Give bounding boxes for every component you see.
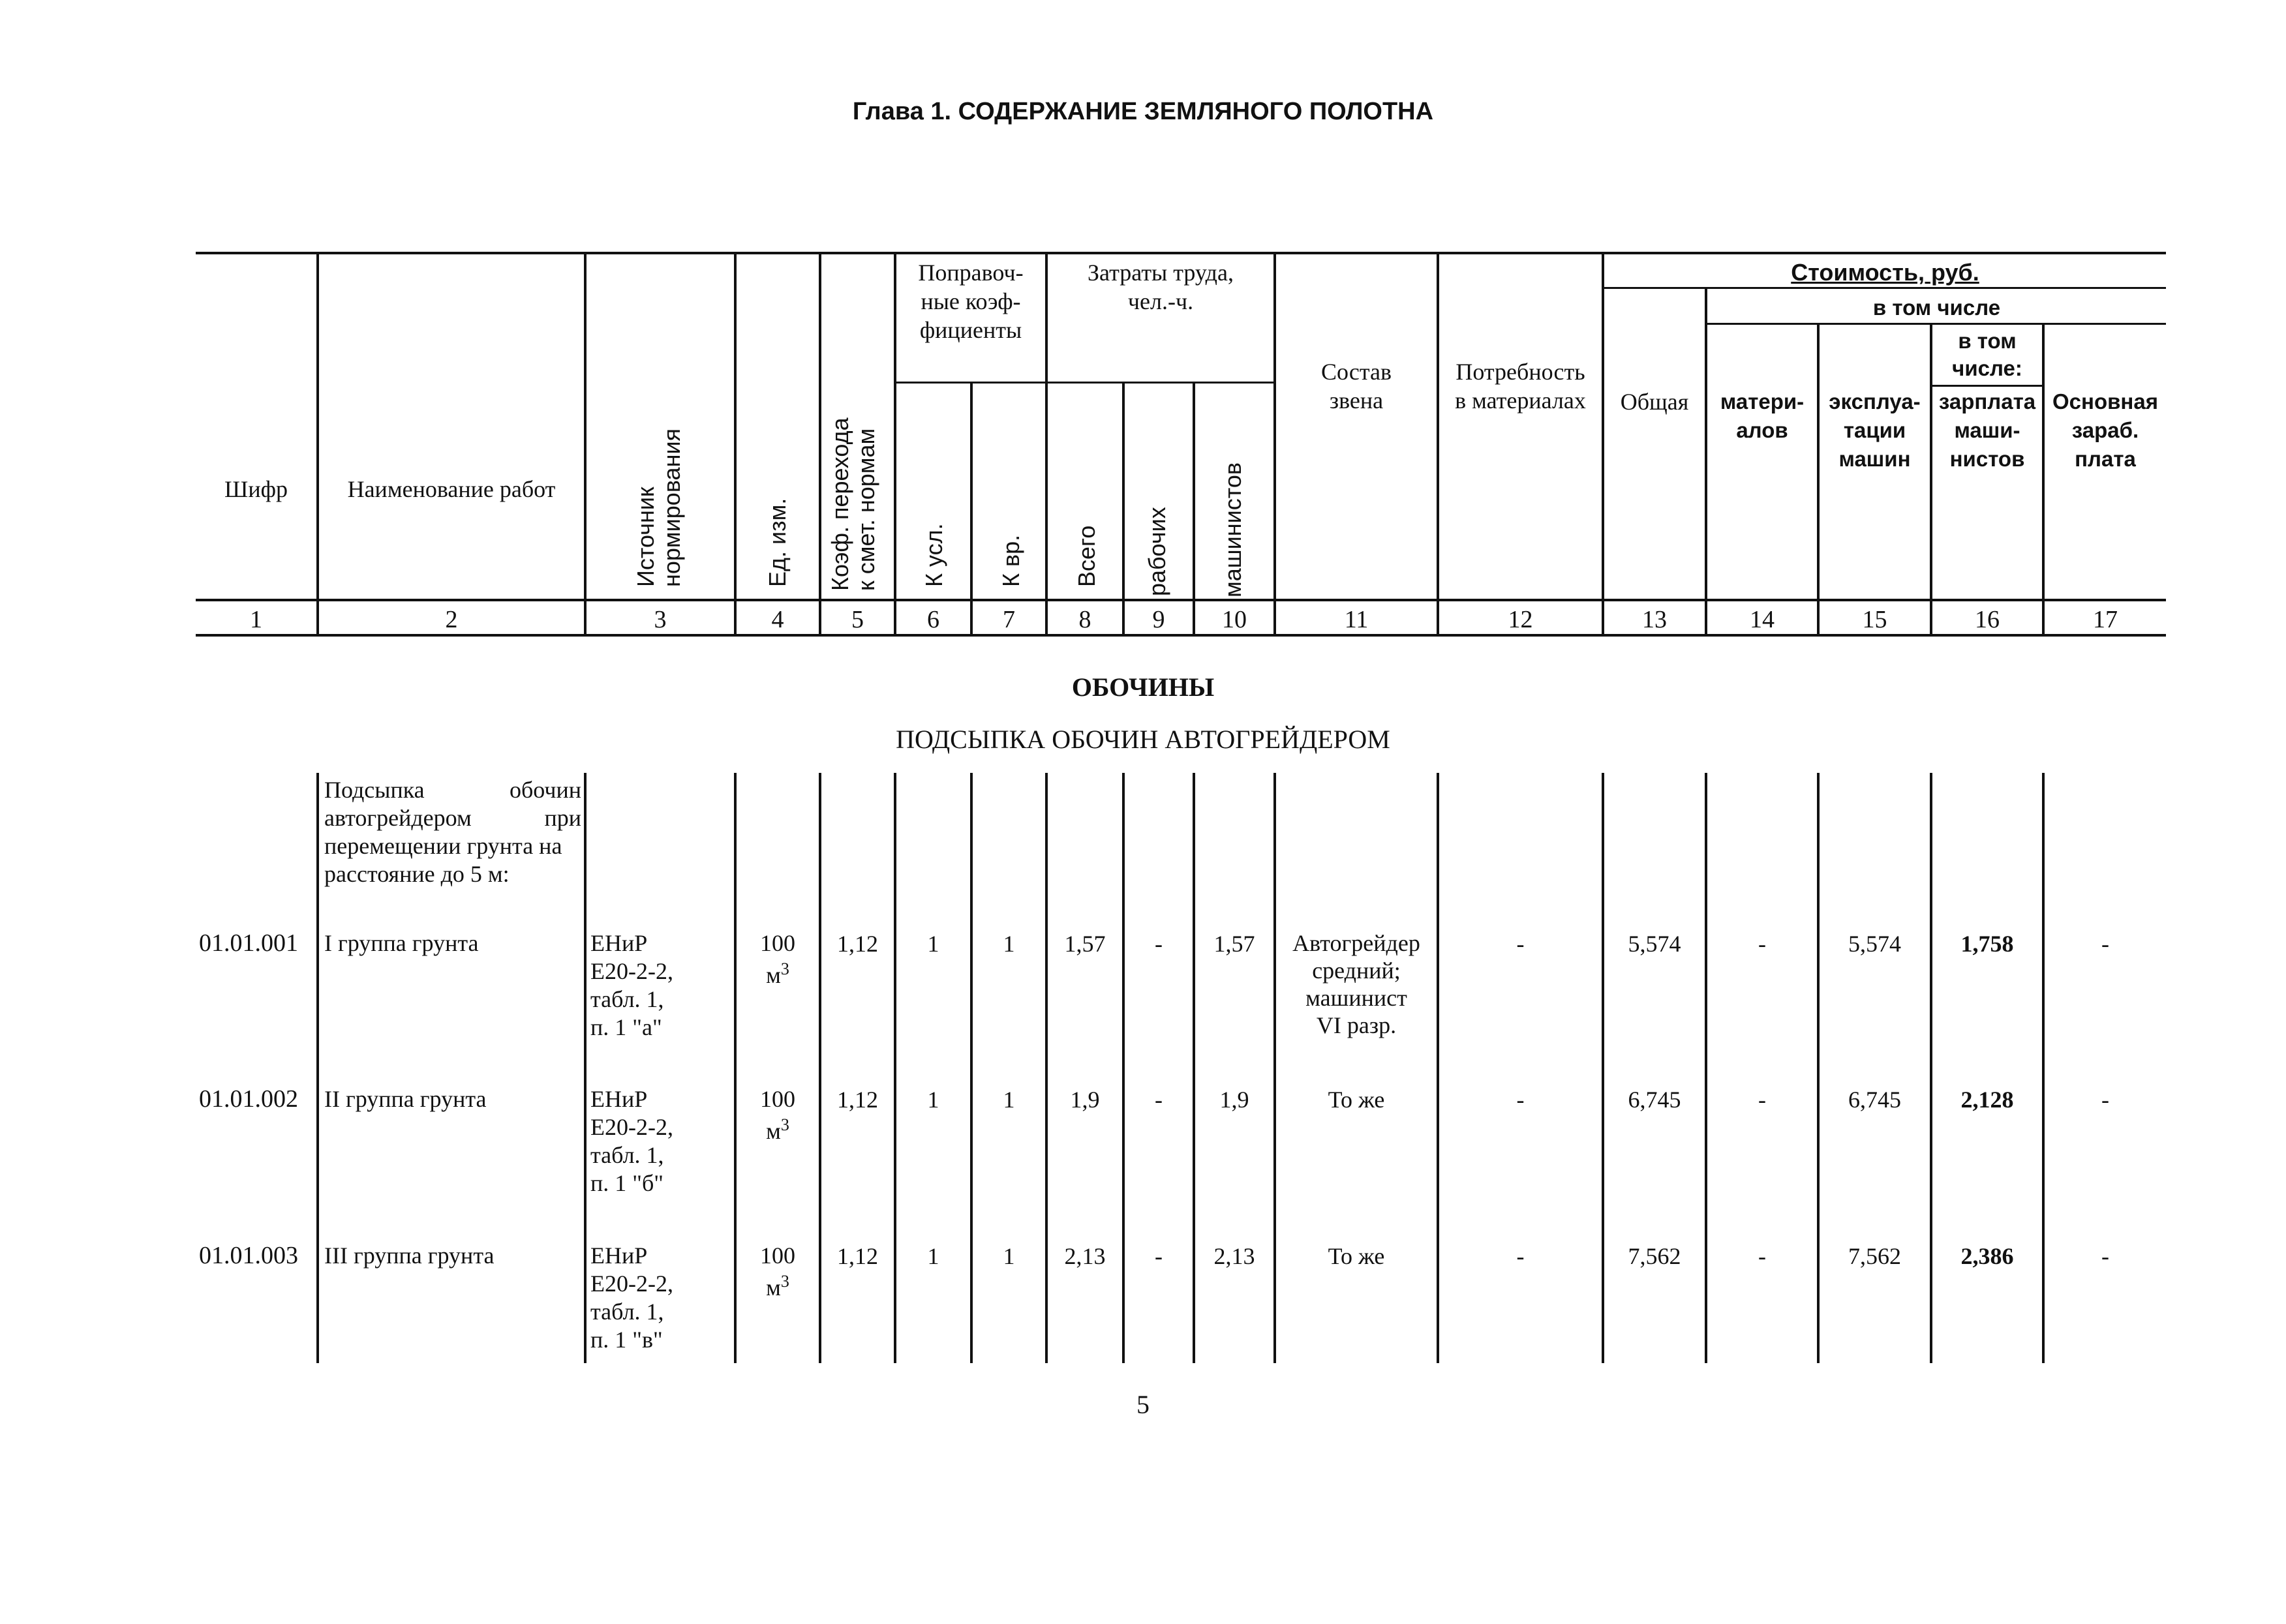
header-in-number: в том числе [1872,295,2001,320]
colnum-4: 4 [771,606,784,633]
colnum-9: 9 [1152,606,1165,633]
row-k-vr: 1 [1003,1243,1015,1269]
row-potreb: - [1516,1087,1525,1113]
page-number: 5 [1136,1390,1150,1419]
header-cost-group: Стоимость, руб. [1791,259,1979,286]
row-k-usl: 1 [927,931,939,957]
group-rule [894,382,1273,383]
subsection-title: ПОДСЫПКА ОБОЧИН АВТОГРЕЙДЕРОМ [896,725,1390,754]
colnum-12: 12 [1508,606,1533,633]
row-osn: - [2101,931,2109,957]
row-materialov: - [1758,931,1766,957]
row-osn: - [2101,1087,2109,1113]
row-expl: 7,562 [1848,1243,1901,1269]
header-osn: Основная зараб. плата [2052,389,2158,471]
row-source: ЕНиР Е20-2-2, табл. 1, п. 1 "а" [590,930,673,1040]
header-top-rule [196,252,2166,254]
row-sostav: Автогрейдер средний; машинист VI разр. [1292,930,1420,1038]
row-coef: 1,12 [837,1087,878,1113]
row-unit: 100 $м^3$ [760,1242,795,1301]
header-zarplata: зарплата маши- нистов [1938,389,2036,471]
header-vsego: Всего [1073,525,1100,587]
row-mashinistov: 1,9 [1219,1087,1249,1113]
row-name: III группа грунта [324,1242,495,1269]
header-k-usl: К усл. [921,523,947,587]
intro-text: Подсыпка обочин автогрейдером при перемещении грунта на расстояние до 5 м: [324,777,581,887]
row-vsego: 1,57 [1064,931,1106,957]
row-vsego: 2,13 [1064,1243,1106,1269]
row-potreb: - [1516,931,1525,957]
row-rabochikh: - [1155,931,1163,957]
header-shifr: Шифр [224,476,288,502]
colnum-14: 14 [1750,606,1775,633]
row-mashinistov: 2,13 [1213,1243,1255,1269]
colnum-15: 15 [1862,606,1887,633]
header-expl: эксплуа- тации машин [1829,389,1921,471]
colnum-10: 10 [1222,606,1247,633]
header-coef: Коэф. перехода к смет. нормам [827,417,879,591]
header-obshchaya: Общая [1620,389,1689,415]
colnum-1: 1 [250,606,262,633]
header-mashinistov: машинистов [1219,462,1246,597]
row-osn: - [2101,1243,2109,1269]
row-name: II группа грунта [324,1086,487,1112]
row-zarplata: 2,386 [1960,1243,2014,1269]
row-obshchaya: 5,574 [1628,931,1681,957]
row-shifr: 01.01.001 [199,929,298,957]
header-source: Источник нормирования [632,428,685,587]
row-k-vr: 1 [1003,931,1015,957]
row-sostav: То же [1328,1243,1385,1269]
section-title: ОБОЧИНЫ [1071,672,1215,702]
row-k-usl: 1 [927,1087,939,1113]
colnum-17: 17 [2093,606,2118,633]
header-v-tom: в том числе: [1952,329,2022,380]
colnum-13: 13 [1642,606,1667,633]
row-k-vr: 1 [1003,1087,1015,1113]
row-zarplata: 1,758 [1960,931,2014,957]
header-k-vr: К вр. [998,534,1024,587]
row-coef: 1,12 [837,931,878,957]
row-expl: 6,745 [1848,1087,1901,1113]
row-vsego: 1,9 [1070,1087,1100,1113]
row-mashinistov: 1,57 [1213,931,1255,957]
colnum-3: 3 [654,606,667,633]
colnum-2: 2 [445,606,458,633]
row-rabochikh: - [1155,1087,1163,1113]
row-obshchaya: 6,745 [1628,1087,1681,1113]
header-bottom-rule [196,599,2166,601]
colnum-6: 6 [927,606,939,633]
in-number2-rule [1930,385,2042,387]
header-name: Наименование работ [347,476,556,502]
header-materialov: матери- алов [1720,389,1805,442]
row-source: ЕНиР Е20-2-2, табл. 1, п. 1 "б" [590,1086,673,1196]
in-number-rule [1705,323,2166,325]
row-shifr: 01.01.003 [199,1242,298,1269]
chapter-title: Глава 1. СОДЕРЖАНИЕ ЗЕМЛЯНОГО ПОЛОТНА [852,98,1434,125]
header-rabochikh: рабочих [1144,507,1170,596]
cost-group-rule [1602,287,2166,289]
colnum-16: 16 [1975,606,2000,633]
row-unit: 100 $м^3$ [760,1086,795,1144]
row-name: I группа грунта [324,930,479,956]
header-potreb: Потребность в материалах [1455,359,1586,414]
header-sostav: Состав звена [1320,359,1392,414]
row-expl: 5,574 [1848,931,1901,957]
header-labor: Затраты труда, чел.-ч. [1088,260,1234,314]
colnum-bottom-rule [196,634,2166,637]
row-sostav: То же [1328,1087,1385,1113]
row-zarplata: 2,128 [1960,1087,2014,1113]
row-materialov: - [1758,1087,1766,1113]
colnum-5: 5 [851,606,864,633]
row-shifr: 01.01.002 [199,1085,298,1113]
row-k-usl: 1 [927,1243,939,1269]
row-rabochikh: - [1155,1243,1163,1269]
row-obshchaya: 7,562 [1628,1243,1681,1269]
colnum-8: 8 [1078,606,1091,633]
row-materialov: - [1758,1243,1766,1269]
row-potreb: - [1516,1243,1525,1269]
row-unit: 100 $м^3$ [760,930,795,988]
row-coef: 1,12 [837,1243,878,1269]
header-correction: Поправоч- ные коэф- фициенты [918,260,1024,343]
colnum-11: 11 [1344,606,1369,633]
header-unit: Ед. изм. [764,498,791,587]
row-source: ЕНиР Е20-2-2, табл. 1, п. 1 "в" [590,1242,673,1353]
colnum-7: 7 [1003,606,1015,633]
